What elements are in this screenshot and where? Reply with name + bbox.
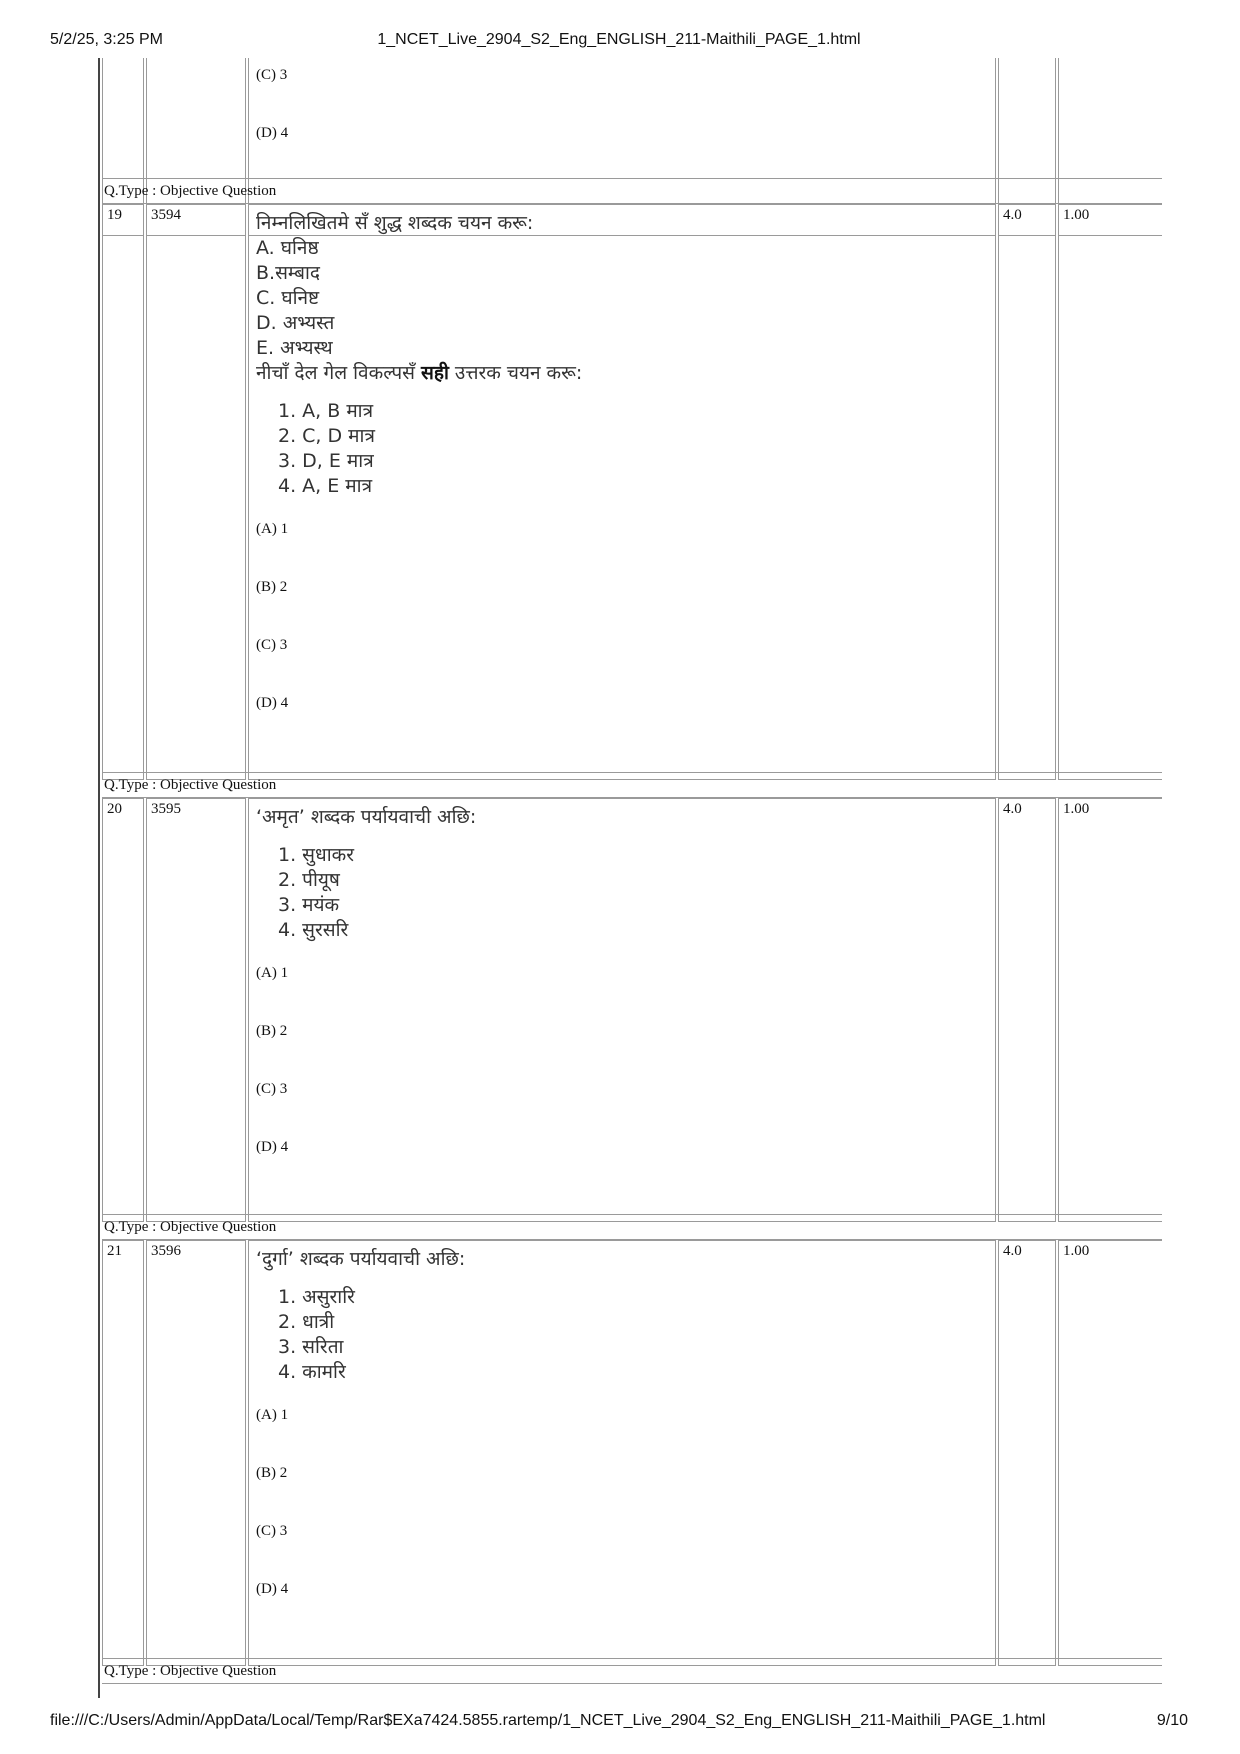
negative-marks: 1.00 xyxy=(1058,204,1162,780)
negative-marks: 1.00 xyxy=(1058,798,1162,1222)
list-item: 3. सरिता xyxy=(278,1336,344,1358)
print-footer xyxy=(50,1712,1188,1732)
question-number: 21 xyxy=(102,1240,144,1666)
option-b: (B) 2 xyxy=(256,1023,288,1039)
question-stem: ‘अमृत’ शब्दक पर्यायवाची अछि: xyxy=(256,806,477,828)
print-doc-title: 1_NCET_Live_2904_S2_Eng_ENGLISH_211-Maithili_PAGE_1.html xyxy=(377,31,861,48)
option-c: (C) 3 xyxy=(256,67,288,83)
qtype-row xyxy=(102,1658,1162,1684)
qtype-label: Q.Type : Objective Question xyxy=(104,1663,277,1679)
options xyxy=(256,1405,995,1637)
qtype-label: Q.Type : Objective Question xyxy=(104,183,277,199)
question-id: 3594 xyxy=(146,204,246,780)
option-b: (B) 2 xyxy=(256,579,288,595)
question-number: 19 xyxy=(102,204,144,780)
marks: 4.0 xyxy=(998,798,1056,1222)
instruction-pre: नीचाँ देल गेल विकल्पसँ xyxy=(256,362,422,384)
options xyxy=(256,519,995,751)
question-cell xyxy=(248,1240,996,1666)
instruction-bold: सही xyxy=(421,362,449,384)
question-cell xyxy=(248,798,996,1222)
question-instruction xyxy=(256,361,995,386)
list-item: 2. पीयूष xyxy=(278,869,340,891)
list-item: 1. A, B मात्र xyxy=(278,400,374,422)
option-b: (B) 2 xyxy=(256,1465,288,1481)
question-id: 3595 xyxy=(146,798,246,1222)
stem-item: D. अभ्यस्त xyxy=(256,312,335,334)
answer-list xyxy=(278,843,995,943)
negative-marks: 1.00 xyxy=(1058,1240,1162,1666)
question-stem: निम्नलिखितमे सँ शुद्ध शब्दक चयन करू: xyxy=(256,212,534,234)
instruction-post: उत्तरक चयन करू: xyxy=(448,362,583,384)
qtype-label: Q.Type : Objective Question xyxy=(104,777,277,793)
qtype-row xyxy=(102,178,1162,204)
option-d: (D) 4 xyxy=(256,1139,289,1155)
options xyxy=(256,963,995,1195)
question-stem: ‘दुर्गा’ शब्दक पर्यायवाची अछि: xyxy=(256,1248,466,1270)
question-cell xyxy=(248,204,996,780)
option-d: (D) 4 xyxy=(256,695,289,711)
list-item: 1. सुधाकर xyxy=(278,844,354,866)
stem-item: E. अभ्यस्थ xyxy=(256,337,333,359)
stem-item: B.सम्बाद xyxy=(256,262,320,284)
print-datetime: 5/2/25, 3:25 PM xyxy=(50,31,163,48)
option-a: (A) 1 xyxy=(256,521,289,537)
stem-item: A. घनिष्ठ xyxy=(256,237,319,259)
list-item: 4. कामरि xyxy=(278,1361,346,1383)
question-table xyxy=(98,58,1162,1698)
print-file-path: file:///C:/Users/Admin/AppData/Local/Temp/Rar$EXa7424.5855.rartemp/1_NCET_Live_2904_S2_Eng_ENGLISH_211-Maithili_PAGE_1.html xyxy=(50,1712,1046,1729)
marks: 4.0 xyxy=(998,1240,1056,1666)
list-item: 4. सुरसरि xyxy=(278,919,349,941)
marks: 4.0 xyxy=(998,204,1056,780)
option-c: (C) 3 xyxy=(256,1081,288,1097)
list-item: 3. D, E मात्र xyxy=(278,450,374,472)
stem-item: C. घनिष्ट xyxy=(256,287,320,309)
page-indicator: 9/10 xyxy=(1156,1712,1188,1729)
list-item: 2. C, D मात्र xyxy=(278,425,375,447)
option-d: (D) 4 xyxy=(256,125,289,141)
list-item: 2. धात्री xyxy=(278,1311,335,1333)
option-a: (A) 1 xyxy=(256,1407,289,1423)
qtype-row xyxy=(102,1214,1162,1240)
answer-list xyxy=(278,399,995,499)
question-number: 20 xyxy=(102,798,144,1222)
print-header xyxy=(50,31,1188,51)
answer-list xyxy=(278,1285,995,1385)
option-c: (C) 3 xyxy=(256,637,288,653)
qtype-row xyxy=(102,772,1162,798)
question-id: 3596 xyxy=(146,1240,246,1666)
qtype-label: Q.Type : Objective Question xyxy=(104,1219,277,1235)
list-item: 4. A, E मात्र xyxy=(278,475,373,497)
list-item: 1. असुरारि xyxy=(278,1286,355,1308)
option-c: (C) 3 xyxy=(256,1523,288,1539)
option-a: (A) 1 xyxy=(256,965,289,981)
list-item: 3. मयंक xyxy=(278,894,340,916)
option-d: (D) 4 xyxy=(256,1581,289,1597)
